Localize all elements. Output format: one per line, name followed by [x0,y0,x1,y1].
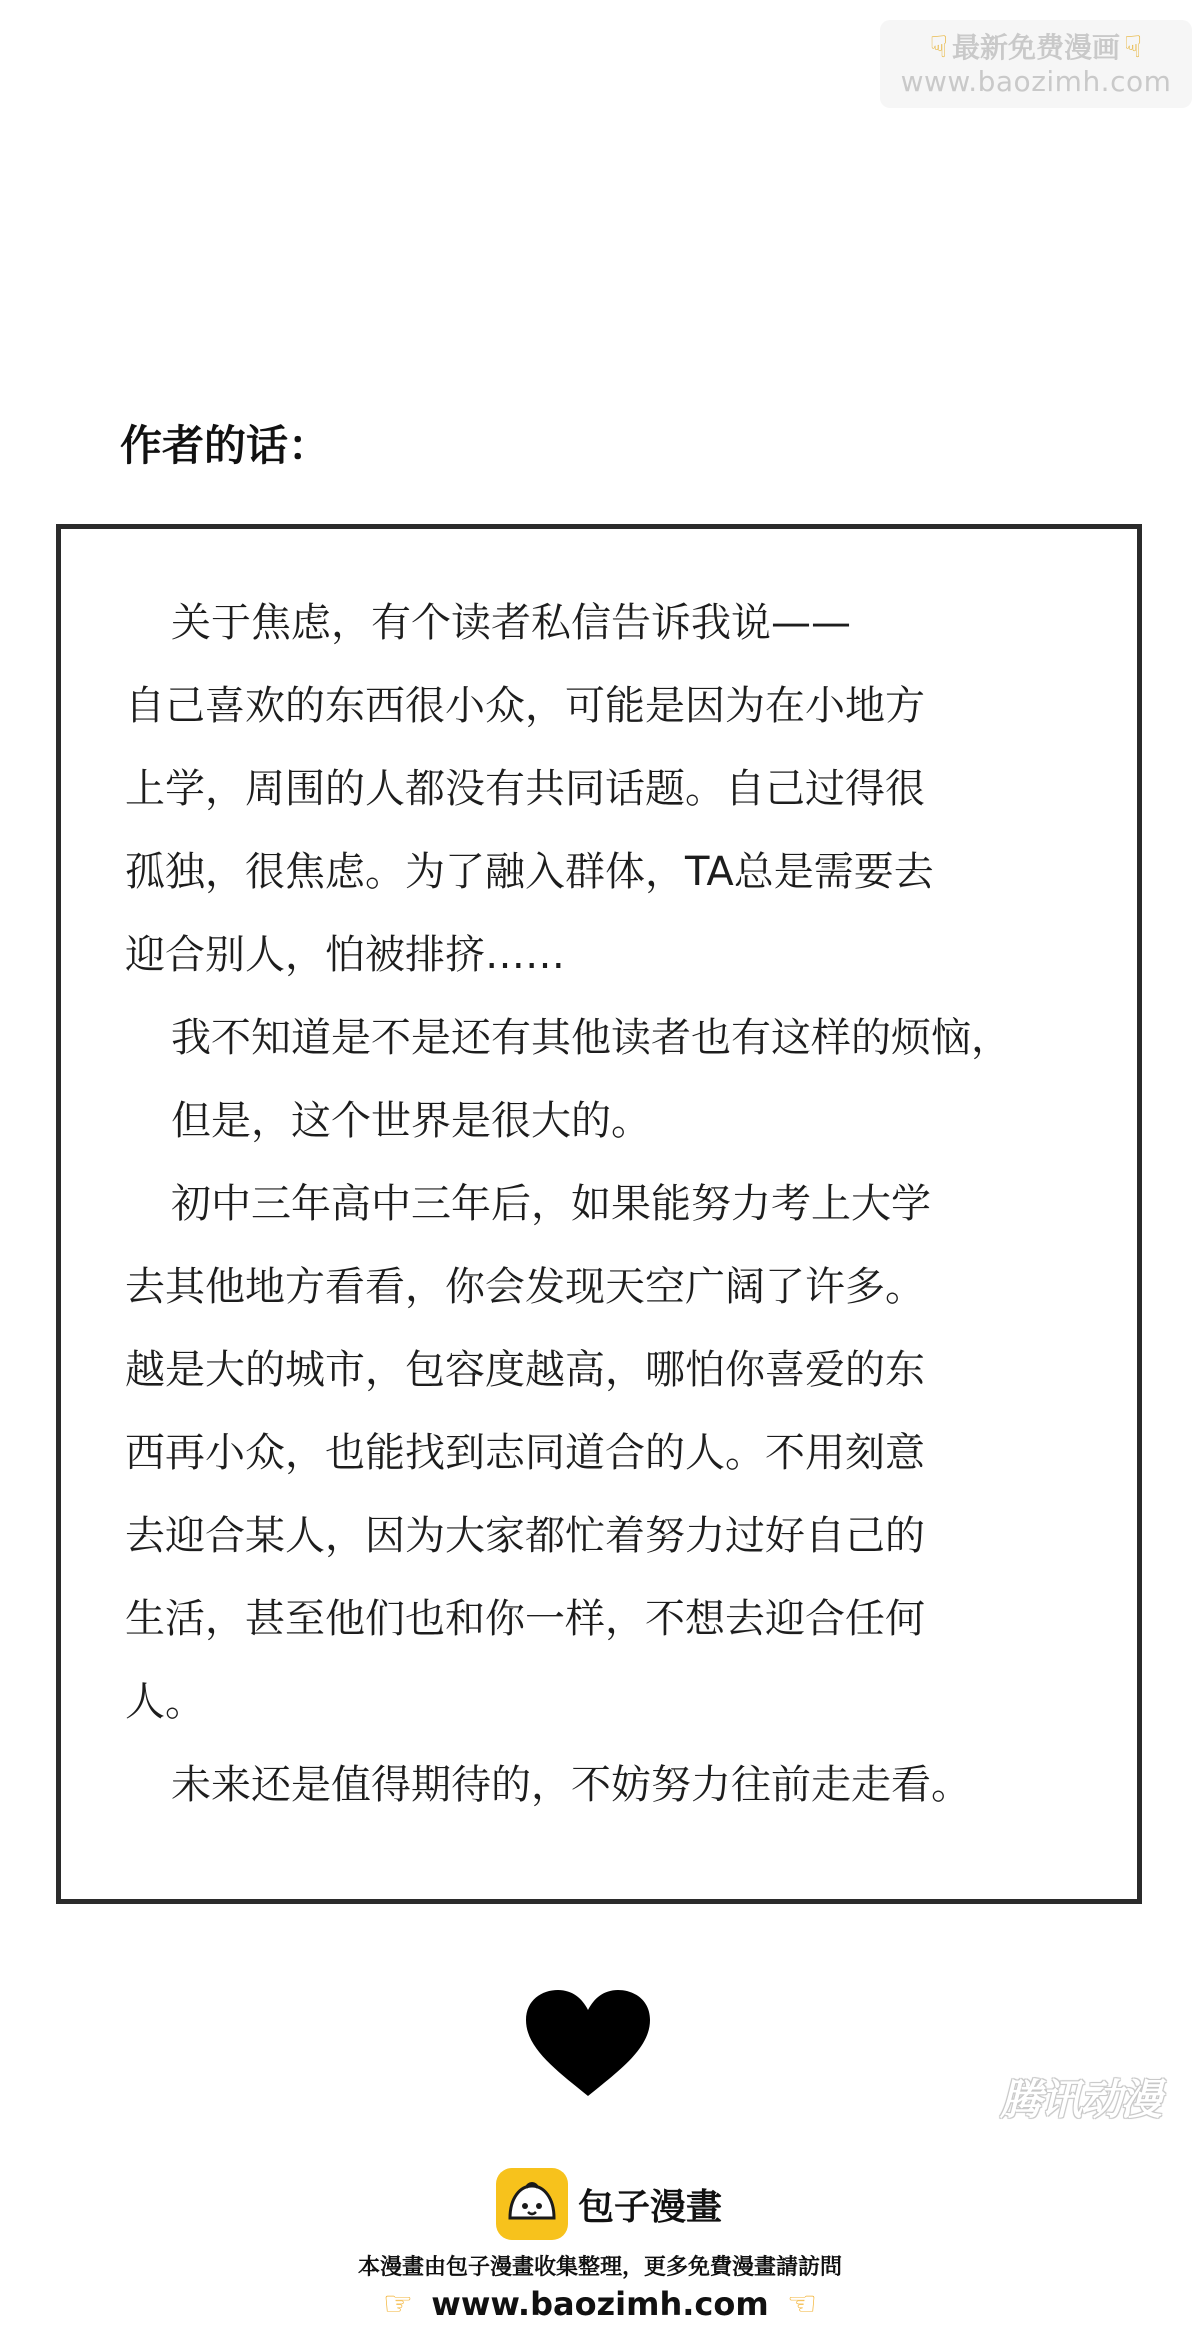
pointing-down-hand-icon: ☟ [1124,30,1143,65]
note-line: 未来还是值得期待的，不妨努力往前走走看。 [171,1762,971,1808]
note-line: 初中三年高中三年后，如果能努力考上大学 [171,1181,931,1227]
bun-logo-icon [496,2168,568,2240]
watermark-title: 最新免费漫画 [951,31,1120,64]
tencent-comic-watermark: 腾讯动漫 [1000,2075,1161,2124]
note-line: 去其他地方看看，你会发现天空广阔了许多。 [125,1264,925,1310]
pointing-left-hand-icon: ☜ [786,2284,818,2324]
note-line: 迎合别人，怕被排挤…… [125,932,565,978]
pointing-down-hand-icon: ☟ [929,30,948,65]
brand-name: 包子漫畫 [578,2186,723,2228]
note-line: 生活，甚至他们也和你一样，不想去迎合任何 [125,1596,925,1642]
note-line: 越是大的城市，包容度越高，哪怕你喜爱的东 [125,1347,925,1393]
note-line: 上学，周围的人都没有共同话题。自己过得很 [125,766,925,812]
note-line: 西再小众，也能找到志同道合的人。不用刻意 [125,1430,925,1476]
note-line: 关于焦虑，有个读者私信告诉我说—— [171,600,851,646]
footer-notice: 本漫畫由包子漫畫收集整理，更多免費漫畫請訪問 [357,2255,842,2280]
note-line: 人。 [125,1679,205,1725]
note-line: 孤独，很焦虑。为了融入群体，TA总是需要去 [125,849,934,895]
note-line: 我不知道是不是还有其他读者也有这样的烦恼， [171,1015,1011,1061]
note-line: 自己喜欢的东西很小众，可能是因为在小地方 [125,683,925,729]
footer-url-row [0,2284,1200,2324]
page-heading: 作者的话： [120,421,331,470]
heart-icon [526,1990,650,2100]
pointing-right-hand-icon: ☞ [382,2284,414,2324]
watermark-badge [880,20,1192,108]
note-line: 去迎合某人，因为大家都忙着努力过好自己的 [125,1513,925,1559]
author-note-box [56,524,1142,1904]
footer-brand [496,2168,722,2240]
note-line: 但是，这个世界是很大的。 [171,1098,651,1144]
watermark-url: www.baozimh.com [900,65,1172,98]
watermark-title-row [880,30,1192,66]
footer-url-link[interactable]: www.baozimh.com [431,2285,769,2323]
